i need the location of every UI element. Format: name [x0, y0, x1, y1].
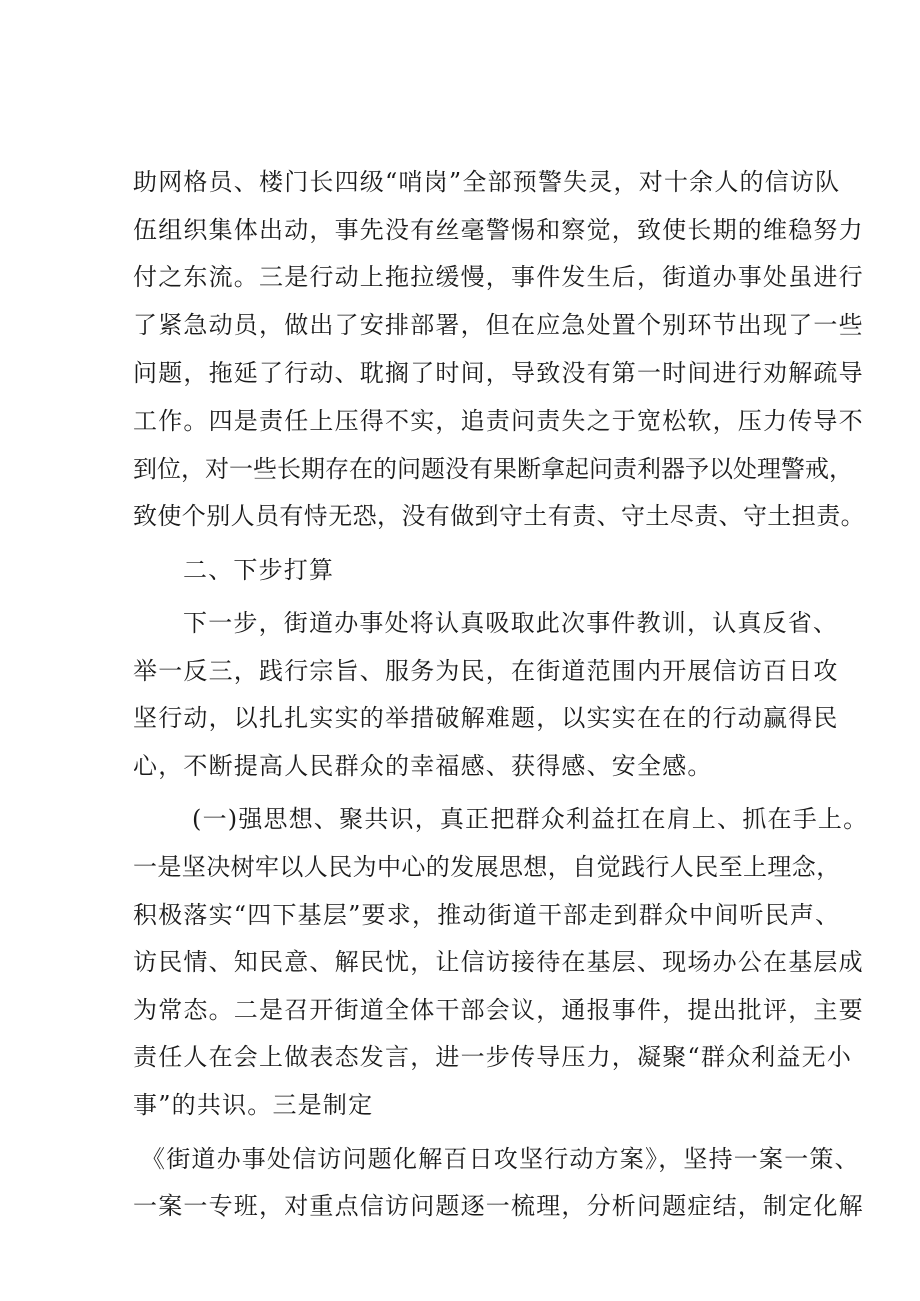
section-heading: 二、下步打算 — [183, 556, 335, 584]
text-line: 访民情、知民意、解民忧，让信访接待在基层、现场办公在基层成 — [133, 948, 864, 976]
text-line: 一是坚决树牢以人民为中心的发展思想，自觉践行人民至上理念， — [133, 853, 841, 881]
text-line: 助网格员、楼门长四级“哨岗”全部预警失灵，对十余人的信访队 — [133, 168, 841, 196]
text-line: 工作。四是责任上压得不实，追责问责失之于宽松软，压力传导不 — [133, 407, 864, 435]
text-line: 了紧急动员，做出了安排部署，但在应急处置个别环节出现了一些 — [133, 311, 864, 339]
text-line: 问题，拖延了行动、耽搁了时间，导致没有第一时间进行劝解疏导 — [133, 359, 864, 387]
text-line: 一案一专班，对重点信访问题逐一梳理，分析问题症结，制定化解 — [133, 1192, 864, 1220]
text-line: 心，不断提高人民群众的幸福感、获得感、安全感。 — [133, 752, 713, 780]
text-line: 责任人在会上做表态发言，进一步传导压力，凝聚“群众利益无小 — [133, 1043, 853, 1071]
text-line: 致使个别人员有恃无恐，没有做到守土有责、守土尽责、守土担责。 — [133, 502, 865, 530]
text-line: 举一反三，践行宗旨、服务为民，在街道范围内开展信访百日攻 — [133, 657, 839, 685]
text-line: 为常态。二是召开街道全体干部会议，通报事件，提出批评，主要 — [133, 996, 864, 1024]
text-line: 《街道办事处信访问题化解百日攻坚行动方案》，坚持一案一策、 — [141, 1145, 860, 1173]
text-line: 积极落实“四下基层”要求，推动街道干部走到群众中间听民声、 — [133, 901, 841, 929]
text-line: 事”的共识。三是制定 — [133, 1091, 374, 1119]
text-line: 伍组织集体出动，事先没有丝毫警惕和察觉，致使长期的维稳努力 — [133, 216, 864, 244]
text-line: 付之东流。三是行动上拖拉缓慢，事件发生后，街道办事处虽进行 — [133, 263, 864, 291]
subsection-heading: (一)强思想、聚共识，真正把群众利益扛在肩上、抓在手上。 — [192, 805, 869, 833]
text-line: 下一步，街道办事处将认真吸取此次事件教训，认真反省、 — [183, 609, 839, 637]
text-line: 坚行动，以扎扎实实的举措破解难题，以实实在在的行动赢得民 — [133, 704, 839, 732]
text-line: 到位，对一些长期存在的问题没有果断拿起问责利器予以处理警戒， — [133, 455, 853, 483]
